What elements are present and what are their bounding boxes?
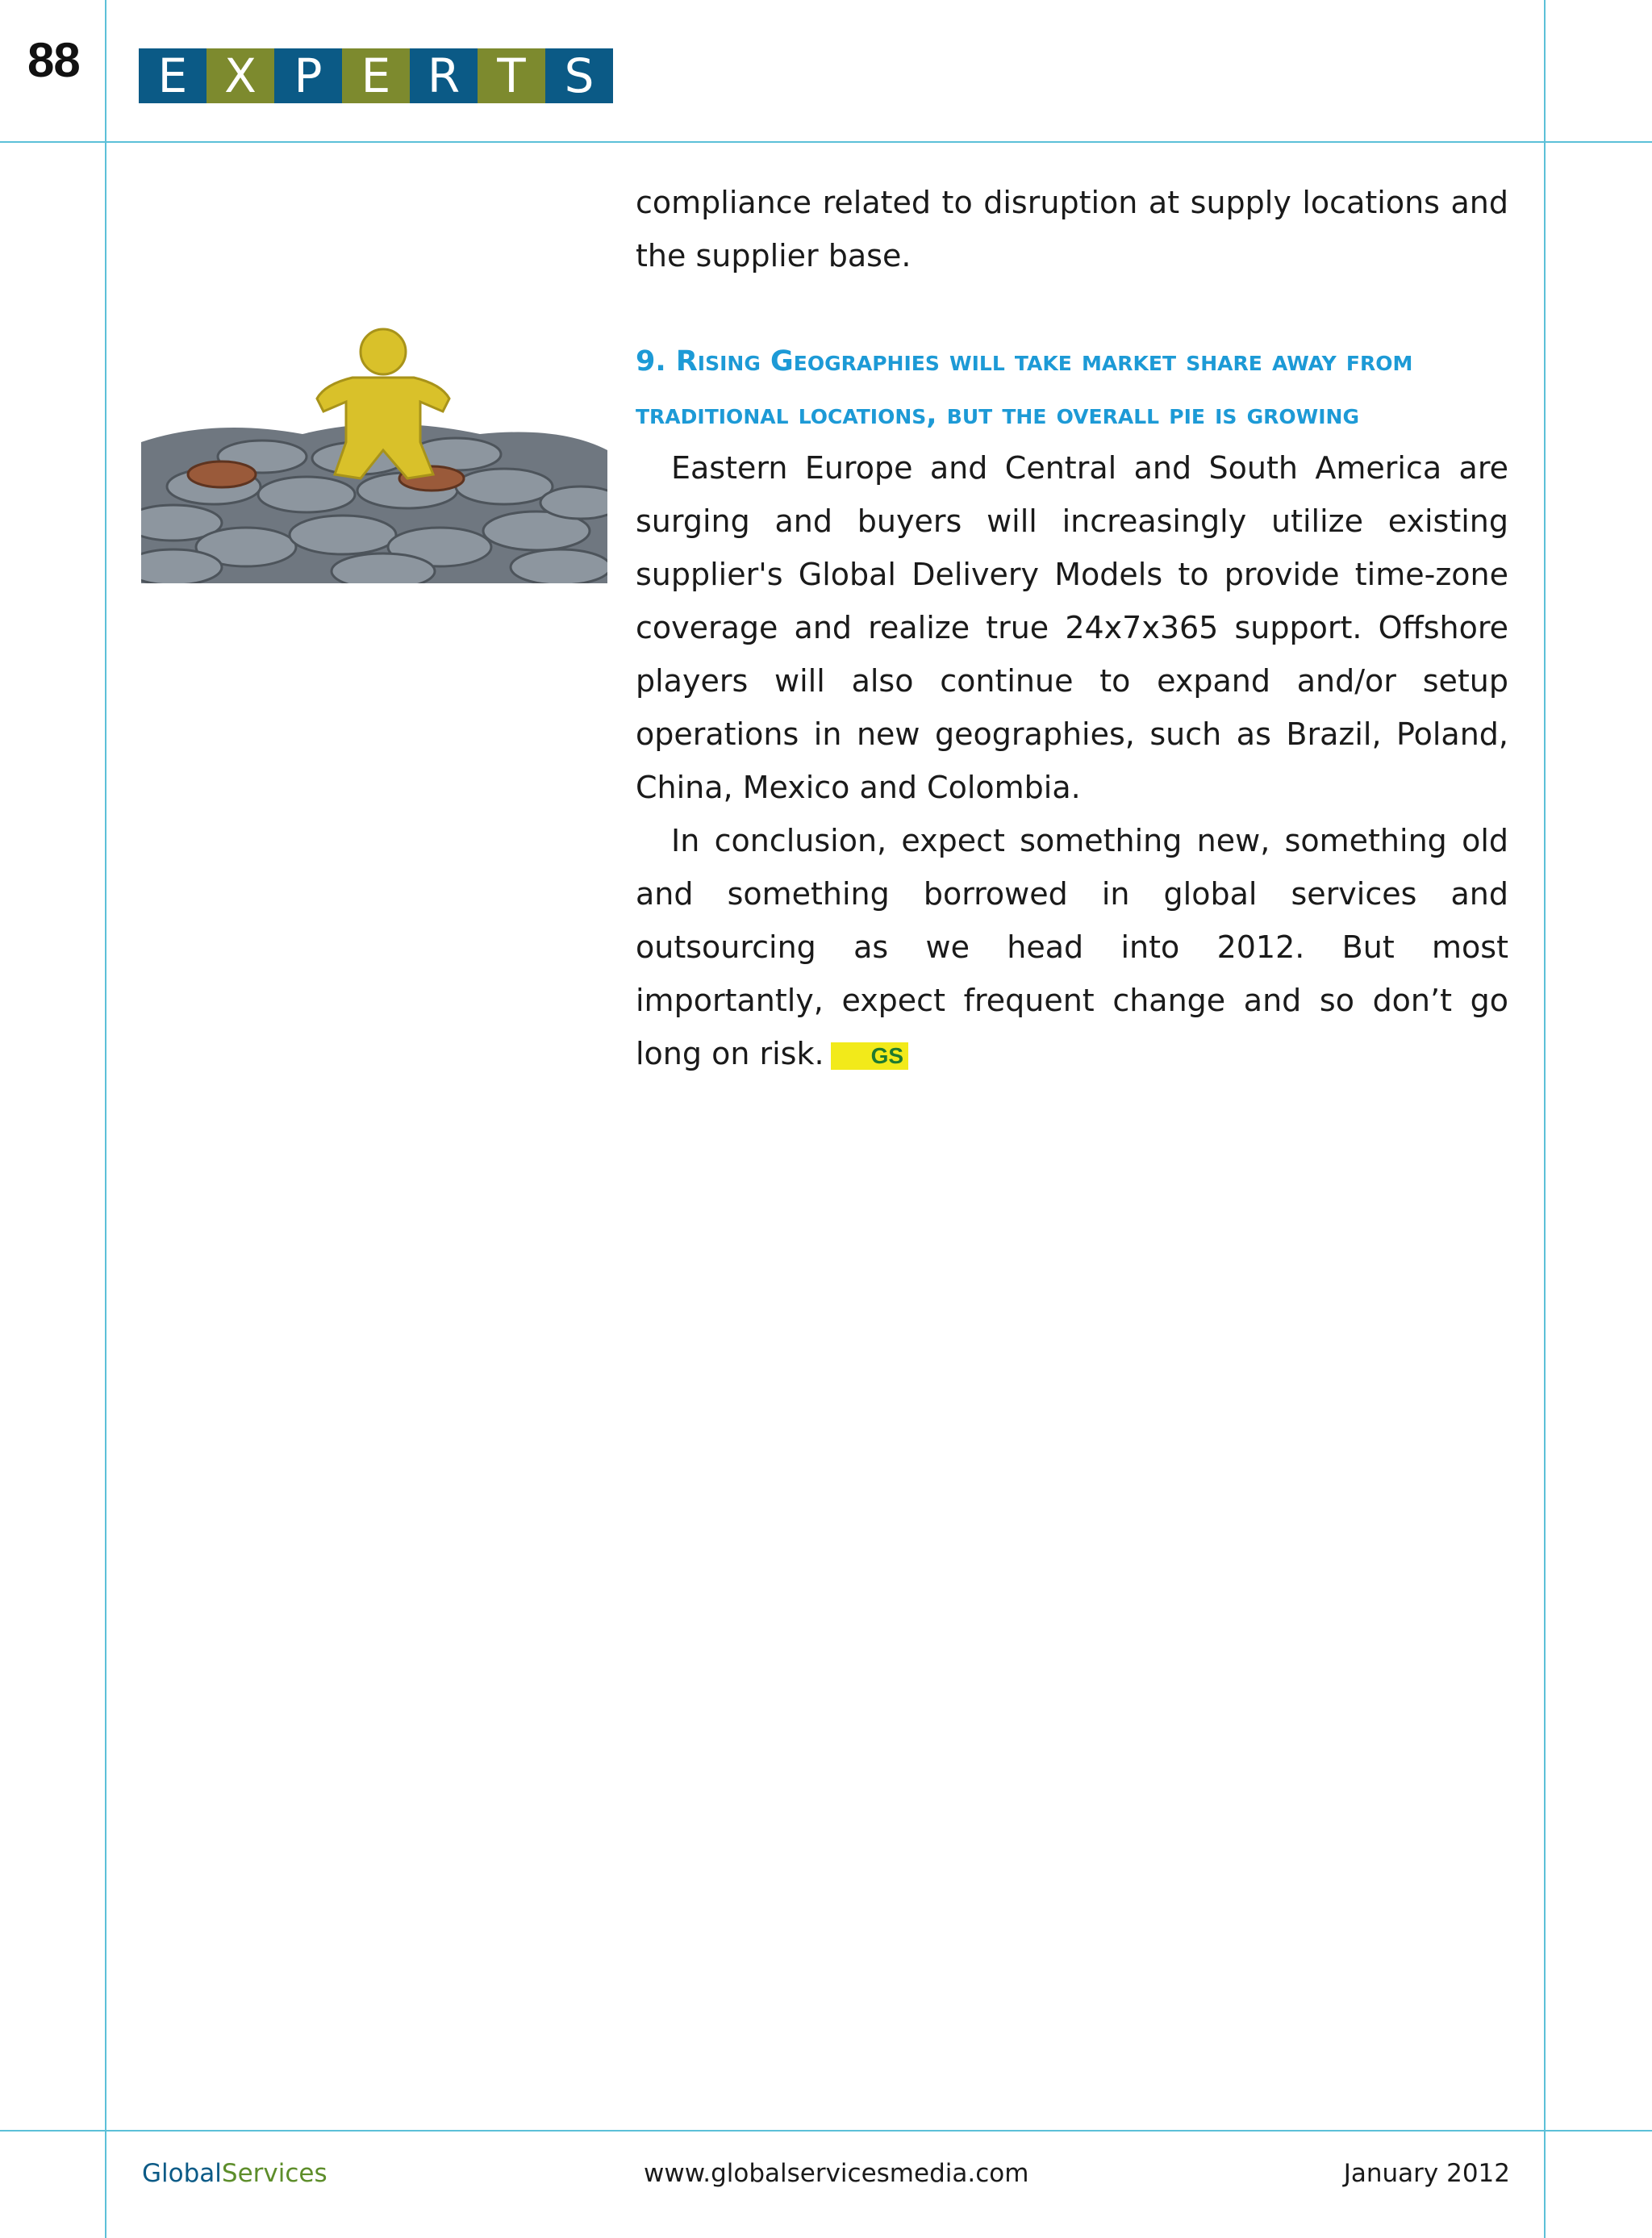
- page-number: 88: [27, 33, 80, 87]
- masthead-letter: T: [478, 48, 545, 103]
- footer-brand-global: Global: [142, 2159, 222, 2188]
- body-paragraph: Eastern Europe and Central and South America are surging and buyers will increasingly utilize existing supplier's Global Delivery Models to provide time-zone coverage and realize true 24x7x365 support. Offshore players will also continue to expand and/or setup operations in new geographies, such as Brazil, Poland, China, Mexico and Colombia.: [636, 450, 1508, 805]
- conclusion-text: In conclusion, expect something new, something old and something borrowed in global services and outsourcing as we head into 2012. But most importantly, expect frequent change and so don’t go long on risk.: [636, 823, 1508, 1071]
- masthead-letter: P: [274, 48, 342, 103]
- footer-brand: [142, 2159, 327, 2188]
- right-margin-line: [1544, 0, 1546, 2238]
- masthead-letter: E: [139, 48, 206, 103]
- left-margin-line: [105, 0, 106, 2238]
- masthead-letter: R: [410, 48, 478, 103]
- masthead-letter: S: [545, 48, 613, 103]
- footer-brand-services: Services: [221, 2159, 327, 2188]
- section-9: [636, 335, 1508, 1080]
- footer-url[interactable]: www.globalservicesmedia.com: [644, 2159, 1029, 2188]
- coins-figure-photo: [141, 321, 607, 583]
- footer-date: January 2012: [1343, 2159, 1510, 2188]
- masthead-letter: X: [206, 48, 274, 103]
- conclusion-paragraph: [636, 814, 1508, 1080]
- footer-rule: [0, 2130, 1652, 2132]
- coins-figure-illustration: [141, 321, 607, 583]
- gs-end-mark: GS: [831, 1042, 908, 1070]
- section-heading: 9. Rising Geographies will take market share away from traditional locations, but the overall pie is growing: [636, 345, 1413, 431]
- article-column: [636, 176, 1508, 282]
- continued-paragraph: compliance related to disruption at supply locations and the supplier base.: [636, 185, 1508, 273]
- section-masthead: [139, 48, 613, 103]
- header-rule: [0, 141, 1652, 143]
- masthead-letter: E: [342, 48, 410, 103]
